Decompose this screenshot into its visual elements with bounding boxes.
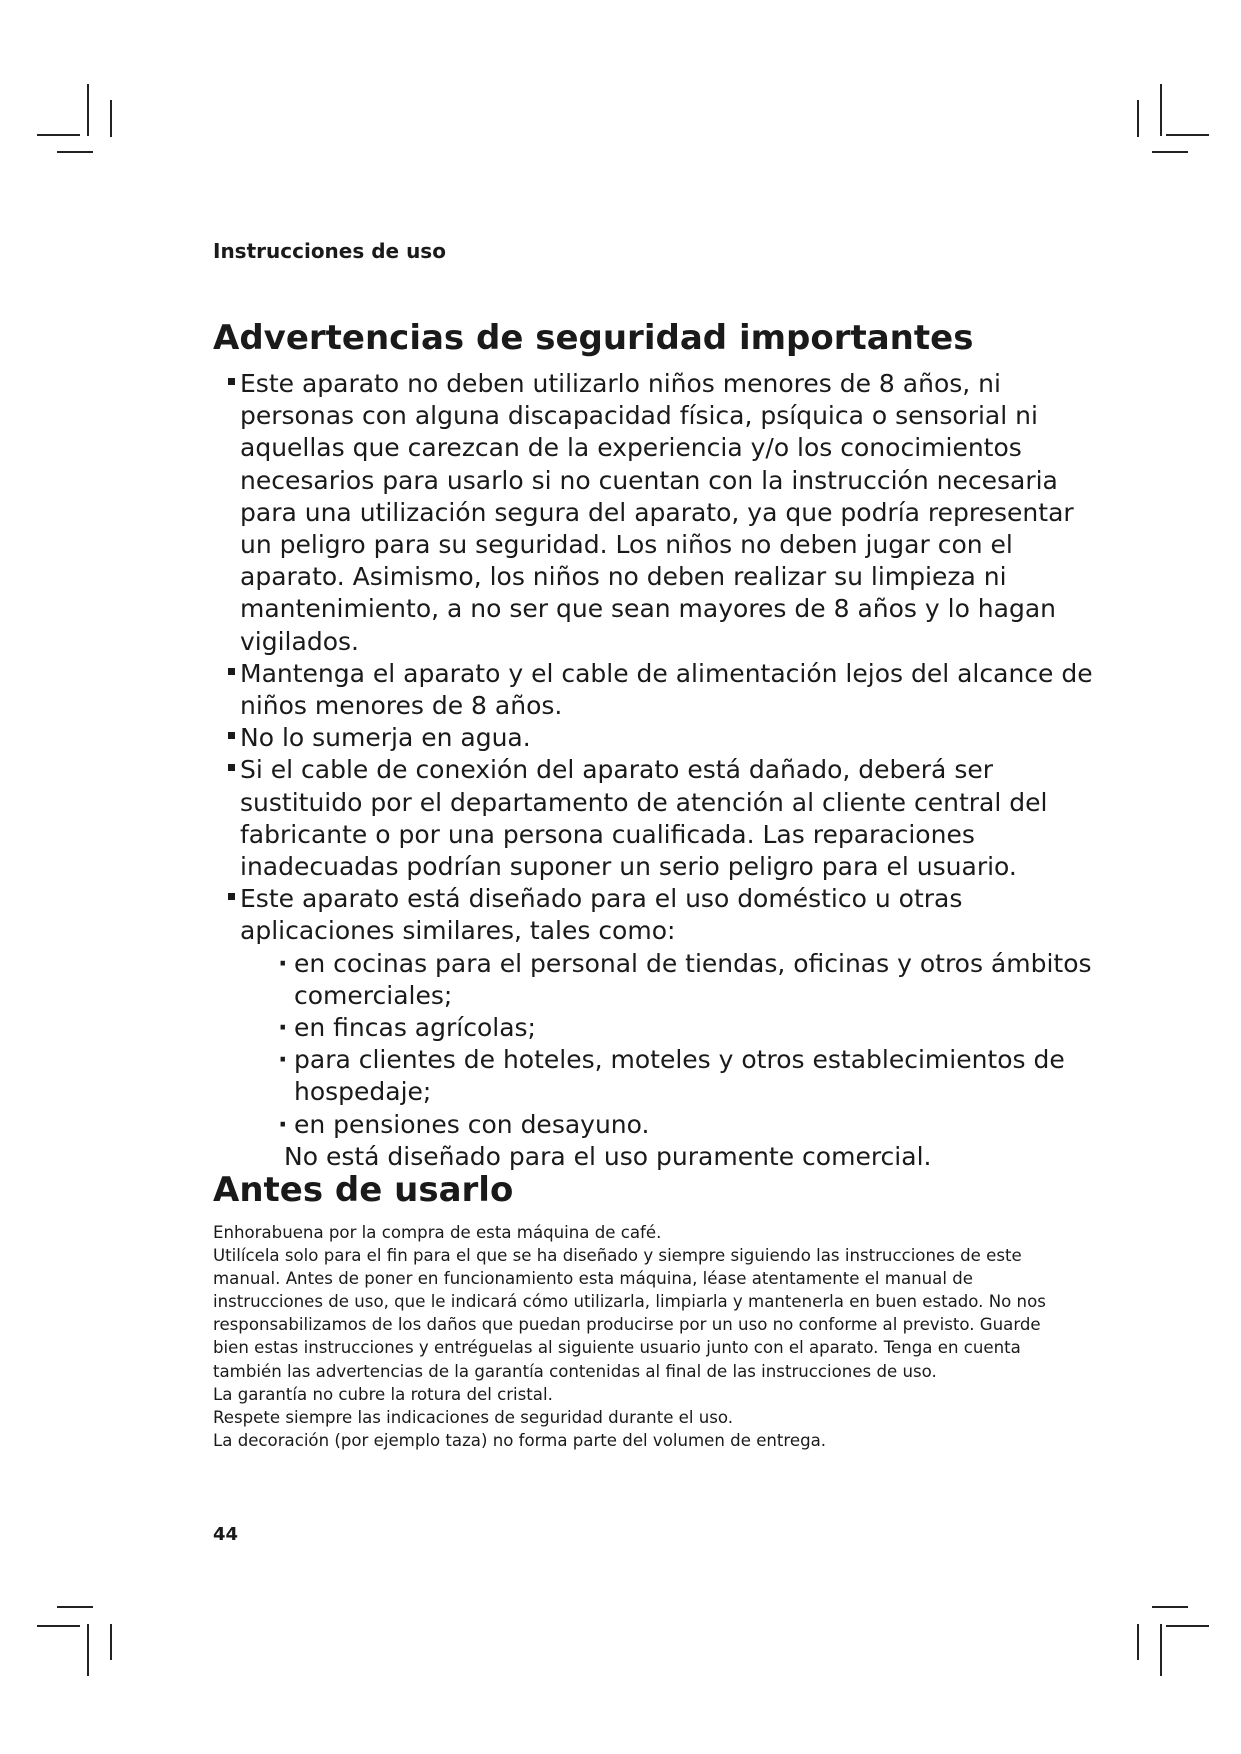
crop-mark-bottom-left-v2 [110,1624,112,1660]
crop-mark-top-right-v [1160,84,1162,136]
paragraph: La decoración (por ejemplo taza) no forma parte del volumen de entrega. [213,1430,827,1450]
crop-mark-top-right-v2 [1137,100,1139,137]
crop-mark-bottom-left-v [87,1624,89,1676]
usage-example-item: · en cocinas para el personal de tiendas, oficinas y otros ámbitos comerciales; [278,948,1094,1012]
usage-example-item: · en pensiones con desayuno. [278,1109,1094,1141]
paragraph: Enhorabuena por la compra de esta máquina de café. [213,1223,662,1242]
running-header: Instrucciones de uso [213,239,446,263]
crop-mark-top-left-h2 [57,151,93,153]
paragraph: Respete siempre las indicaciones de seguridad durante el uso. [213,1407,734,1427]
crop-mark-bottom-left-h2 [57,1606,93,1608]
crop-mark-top-right-h2 [1152,151,1188,153]
crop-mark-bottom-right-h [1166,1625,1209,1627]
crop-mark-top-left-h [37,134,80,136]
crop-mark-top-left-v [87,84,89,136]
crop-mark-bottom-right-v [1160,1624,1162,1676]
crop-mark-top-right-h [1166,134,1209,136]
usage-examples-list [240,948,1094,1141]
crop-mark-bottom-left-h [37,1625,80,1627]
crop-mark-bottom-right-v2 [1137,1624,1139,1660]
paragraph: Utilícela solo para el fin para el que se ha diseñado y siempre siguiendo las instrucciones de este manual. Antes de poner en funcionamiento esta máquina, léase atentamente el manual de instrucciones de uso, que le indicará cómo utilizarla, limpiarla y mantenerla en buen estado. No nos responsabilizamos de los daños que puedan producirse por un uso no conforme al previsto. Guarde bien estas instrucciones y entréguelas al siguiente usuario junto con el aparato. Tenga en cuenta también las advertencias de la garantía contenidas al final de las instrucciones de uso. [213,1246,1046,1381]
crop-mark-top-left-v2 [110,100,112,137]
safety-warnings-title: Advertencias de seguridad importantes [213,318,974,358]
warning-item-text: Este aparato está diseñado para el uso doméstico u otras aplicaciones similares, tales como: [240,884,963,946]
warning-item: No lo sumerja en agua. [234,722,1094,754]
warning-item [234,883,1094,1173]
warning-item: Este aparato no deben utilizarlo niños menores de 8 años, ni personas con alguna discapacidad física, psíquica o sensorial ni aquellas que carezcan de la experiencia y/o los conocimientos necesarios para usarlo si no cuentan con la instrucción necesaria para una utilización segura del aparato, ya que podría representar un peligro para su seguridad. Los niños no deben jugar con el aparato. Asimismo, los niños no deben realizar su limpieza ni mantenimiento, a no ser que sean mayores de 8 años y lo hagan vigilados. [234,368,1094,658]
warning-item: Mantenga el aparato y el cable de alimentación lejos del alcance de niños menores de 8 años. [234,658,1094,722]
warning-item: Si el cable de conexión del aparato está dañado, deberá ser sustituido por el departamento de atención al cliente central del fabricante o por una persona cualificada. Las reparaciones inadecuadas podrían suponer un serio peligro para el usuario. [234,754,1094,883]
page-number: 44 [213,1524,239,1545]
usage-example-item: · para clientes de hoteles, moteles y otros establecimientos de hospedaje; [278,1044,1094,1108]
paragraph: La garantía no cubre la rotura del cristal. [213,1384,553,1404]
safety-warnings-list [234,368,1094,1173]
before-use-text [213,1221,1073,1452]
commercial-use-note: No está diseñado para el uso puramente comercial. [284,1141,932,1171]
before-use-title: Antes de usarlo [213,1170,514,1210]
usage-example-item: · en fincas agrícolas; [278,1012,1094,1044]
crop-mark-bottom-right-h2 [1152,1606,1188,1608]
